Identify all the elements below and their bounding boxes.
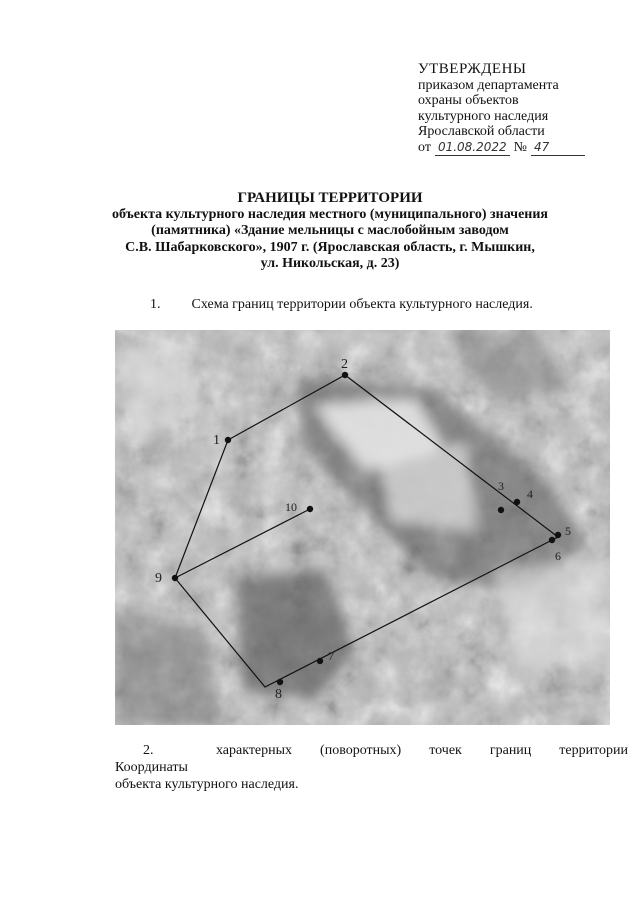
section-2-word: границ (489, 743, 532, 758)
section-2-line-2: объекта культурного наследия. (115, 777, 299, 792)
point-9-marker (172, 575, 178, 581)
point-4-marker (514, 499, 520, 505)
section-2-word: территории (559, 743, 629, 758)
point-1-marker (225, 437, 231, 443)
handwritten-number: 47 (531, 140, 585, 157)
point-6-label: 6 (555, 549, 561, 563)
section-2-word: 2. Координаты (115, 743, 188, 775)
approval-heading: УТВЕРЖДЕНЫ (418, 61, 527, 77)
approval-line: Ярославской области (418, 124, 545, 139)
section-2-word: точек (429, 743, 462, 758)
number-sign: № (513, 139, 528, 155)
section-2-line-1 (115, 742, 629, 776)
title-line: (памятника) «Здание мельницы с маслобойным заводом (151, 223, 509, 238)
document-title (100, 190, 560, 273)
point-8-label: 8 (275, 687, 282, 702)
approval-line: приказом департамента (418, 77, 559, 93)
point-5-marker (549, 537, 555, 543)
section-number: 1. (150, 297, 161, 312)
point-5-label: 5 (565, 524, 571, 538)
point-6-marker (555, 532, 561, 538)
point-7-label: 7 (328, 649, 334, 663)
title-line: С.В. Шабарковского», 1907 г. (Ярославская область, г. Мышкин, (125, 239, 535, 255)
title-line: ул. Никольская, д. 23) (260, 256, 400, 271)
point-1-label: 1 (213, 433, 220, 448)
section-2-word: (поворотных) (320, 743, 402, 758)
approval-line: охраны объектов (418, 93, 519, 108)
point-8-marker (277, 679, 283, 685)
point-4-label: 4 (527, 487, 533, 501)
point-3-marker (498, 507, 504, 513)
approval-date-line (418, 140, 585, 157)
section-2-paragraph (115, 742, 629, 793)
approval-block (418, 62, 585, 156)
section-1-heading (150, 297, 533, 313)
section-text: Схема границ территории объекта культурного наследия. (191, 297, 533, 312)
point-7-marker (317, 658, 323, 664)
aerial-photo (115, 330, 610, 725)
point-10-label: 10 (285, 500, 297, 514)
section-2-word: характерных (215, 743, 293, 758)
date-prefix: от (418, 139, 431, 155)
handwritten-date: 01.08.2022 (435, 140, 510, 157)
boundary-map (115, 330, 610, 725)
point-2-label: 2 (341, 357, 348, 372)
point-3-label: 3 (498, 479, 504, 493)
point-2-marker (342, 372, 348, 378)
title-heading: ГРАНИЦЫ ТЕРРИТОРИИ (237, 190, 423, 206)
approval-line: культурного наследия (418, 108, 549, 124)
point-9-label: 9 (155, 571, 162, 586)
title-line: объекта культурного наследия местного (муниципального) значения (111, 206, 548, 222)
point-10-marker (307, 506, 313, 512)
